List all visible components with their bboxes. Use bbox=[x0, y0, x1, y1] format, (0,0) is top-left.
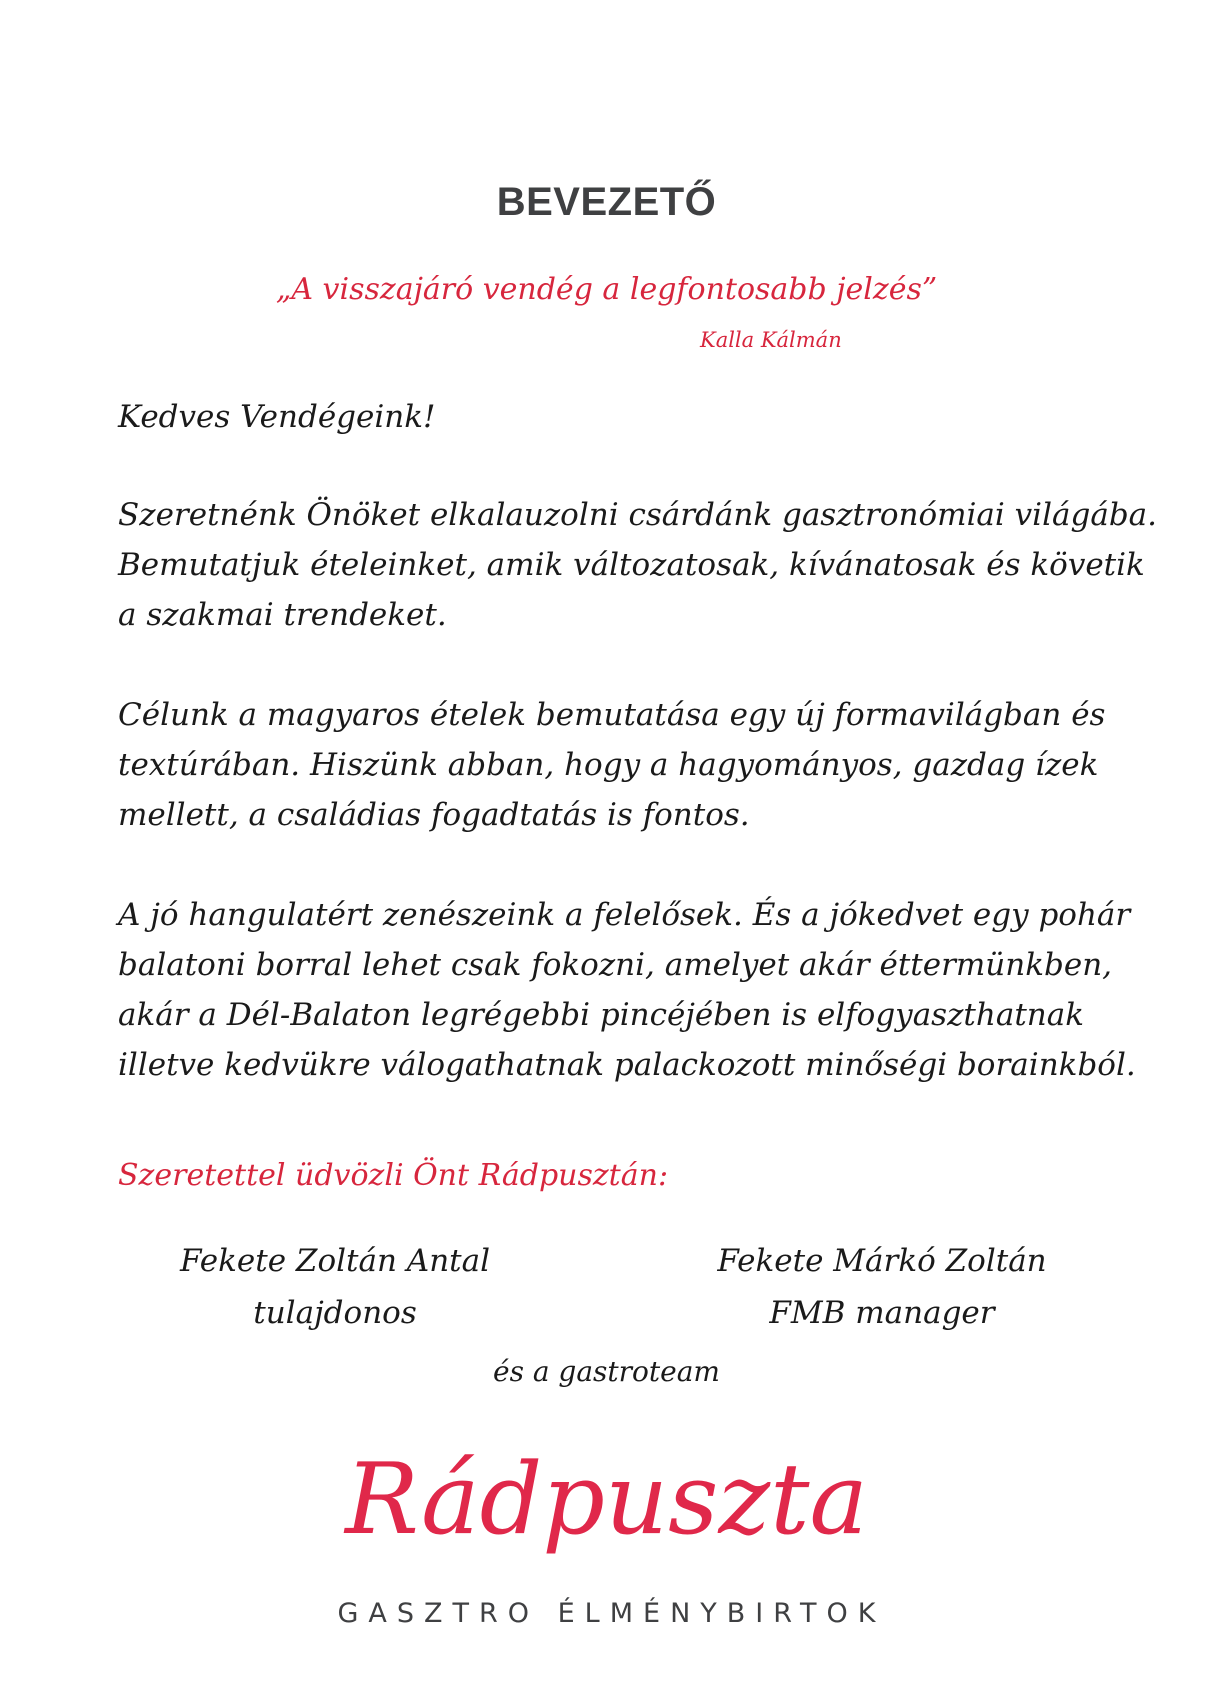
paragraph-line: A jó hangulatért zenészeink a felelősek. És a jókedvet egy pohár bbox=[118, 897, 1131, 933]
signature-name: Fekete Zoltán Antal bbox=[179, 1243, 491, 1279]
paragraph-line: illetve kedvükre válogathatnak palackozott minőségi borainkból. bbox=[118, 1047, 1136, 1083]
signature-role: FMB manager bbox=[769, 1295, 995, 1331]
brand-subtitle: GASZTRO ÉLMÉNYBIRTOK bbox=[337, 1598, 886, 1629]
signature-owner bbox=[125, 1235, 545, 1339]
brand-logo: Rádpuszta bbox=[345, 1443, 868, 1557]
signature-role: tulajdonos bbox=[253, 1295, 417, 1331]
paragraph-line: Célunk a magyaros ételek bemutatása egy új formavilágban és bbox=[118, 697, 1106, 733]
signature-manager bbox=[672, 1235, 1092, 1339]
paragraph-2 bbox=[118, 690, 1118, 840]
paragraph-line: balatoni borral lehet csak fokozni, amelyet akár éttermünkben, bbox=[118, 947, 1113, 983]
signature-name: Fekete Márkó Zoltán bbox=[717, 1243, 1047, 1279]
paragraph-line: akár a Dél-Balaton legrégebbi pincéjében is elfogyaszthatnak bbox=[118, 997, 1085, 1033]
page-title: BEVEZETŐ bbox=[496, 180, 717, 224]
paragraph-1 bbox=[118, 490, 1157, 640]
paragraph-line: Bemutatjuk ételeinket, amik változatosak, kívánatosak és követik bbox=[118, 547, 1145, 583]
quote: „A visszajáró vendég a legfontosabb jelzés” bbox=[275, 272, 938, 307]
quote-author: Kalla Kálmán bbox=[700, 328, 842, 352]
paragraph-line: textúrában. Hiszünk abban, hogy a hagyományos, gazdag ízek bbox=[118, 747, 1099, 783]
closing-line: Szeretettel üdvözli Önt Rádpusztán: bbox=[118, 1158, 669, 1193]
team-signature: és a gastroteam bbox=[493, 1355, 720, 1388]
paragraph-3 bbox=[118, 890, 1136, 1090]
paragraph-line: mellett, a családias fogadtatás is fontos. bbox=[118, 797, 750, 833]
paragraph-line: Szeretnénk Önöket elkalauzolni csárdánk gasztronómiai világába. bbox=[118, 497, 1157, 533]
greeting: Kedves Vendégeink! bbox=[118, 399, 436, 435]
paragraph-line: a szakmai trendeket. bbox=[118, 597, 447, 633]
